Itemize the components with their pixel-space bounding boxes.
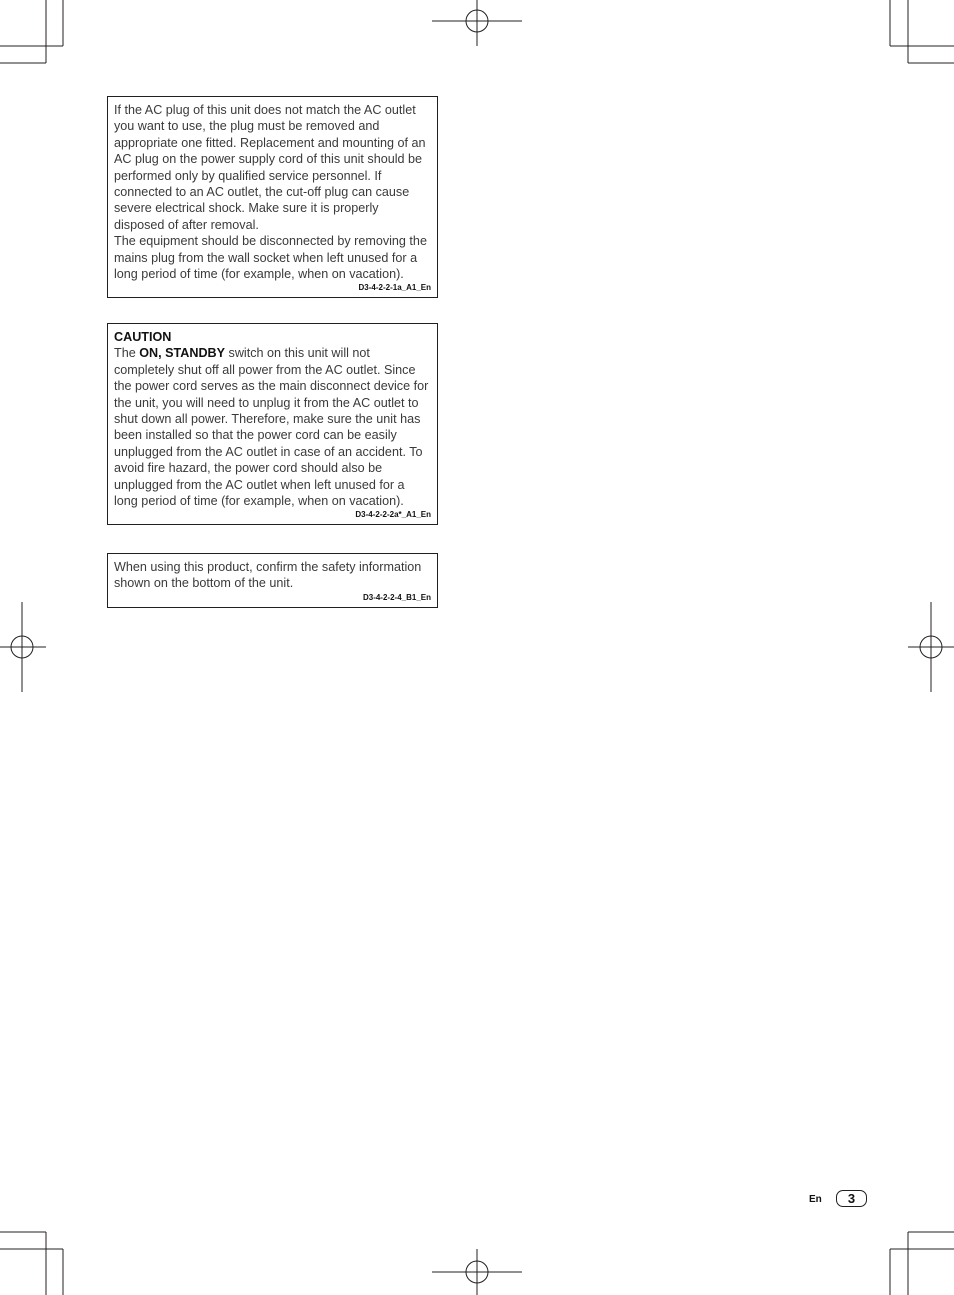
caution-notice (107, 323, 438, 525)
switch-name: ON, STANDBY (139, 346, 226, 361)
language-label: En (809, 1194, 822, 1205)
notice-code: D3-4-2-2-1a_A1_En (358, 283, 431, 293)
notice-paragraph: The equipment should be disconnected by removing the mains plug from the wall socket when left unused for a long period of time (for example, when on vacation). (114, 234, 427, 282)
notice-code: D3-4-2-2-4_B1_En (362, 592, 431, 602)
page-number: 3 (836, 1190, 867, 1207)
caution-heading: CAUTION (114, 330, 172, 344)
ac-plug-notice (107, 96, 438, 298)
notice-code: D3-4-2-2-2a*_A1_En (355, 510, 431, 520)
caution-lead: The (114, 346, 140, 361)
notice-paragraph: If the AC plug of this unit does not match the AC outlet you want to use, the plug must be removed and appropriate one fitted. Replacement and mounting of an AC plug on the power supply cord of this unit should be performed only by qualified service personnel. If connected to an AC outlet, the cut-off plug can cause severe electrical shock. Make sure it is properly disposed of after removal. (114, 103, 426, 232)
safety-info-notice (107, 553, 438, 608)
notice-paragraph (114, 345, 431, 509)
notice-paragraph: When using this product, confirm the safety information shown on the bottom of the unit. (114, 560, 422, 591)
caution-text: switch on this unit will not completely shut off all power from the AC outlet. Since the power cord serves as the main disconnect device for the unit, you will need to unplug it from the AC outlet to shut down all power. Therefore, make sure the unit has been installed so that the power cord can be easily unplugged from the AC outlet in case of an accident. To avoid fire hazard, the power cord should also be unplugged from the AC outlet when left unused for a long period of time (for example, when on vacation). (114, 346, 429, 509)
